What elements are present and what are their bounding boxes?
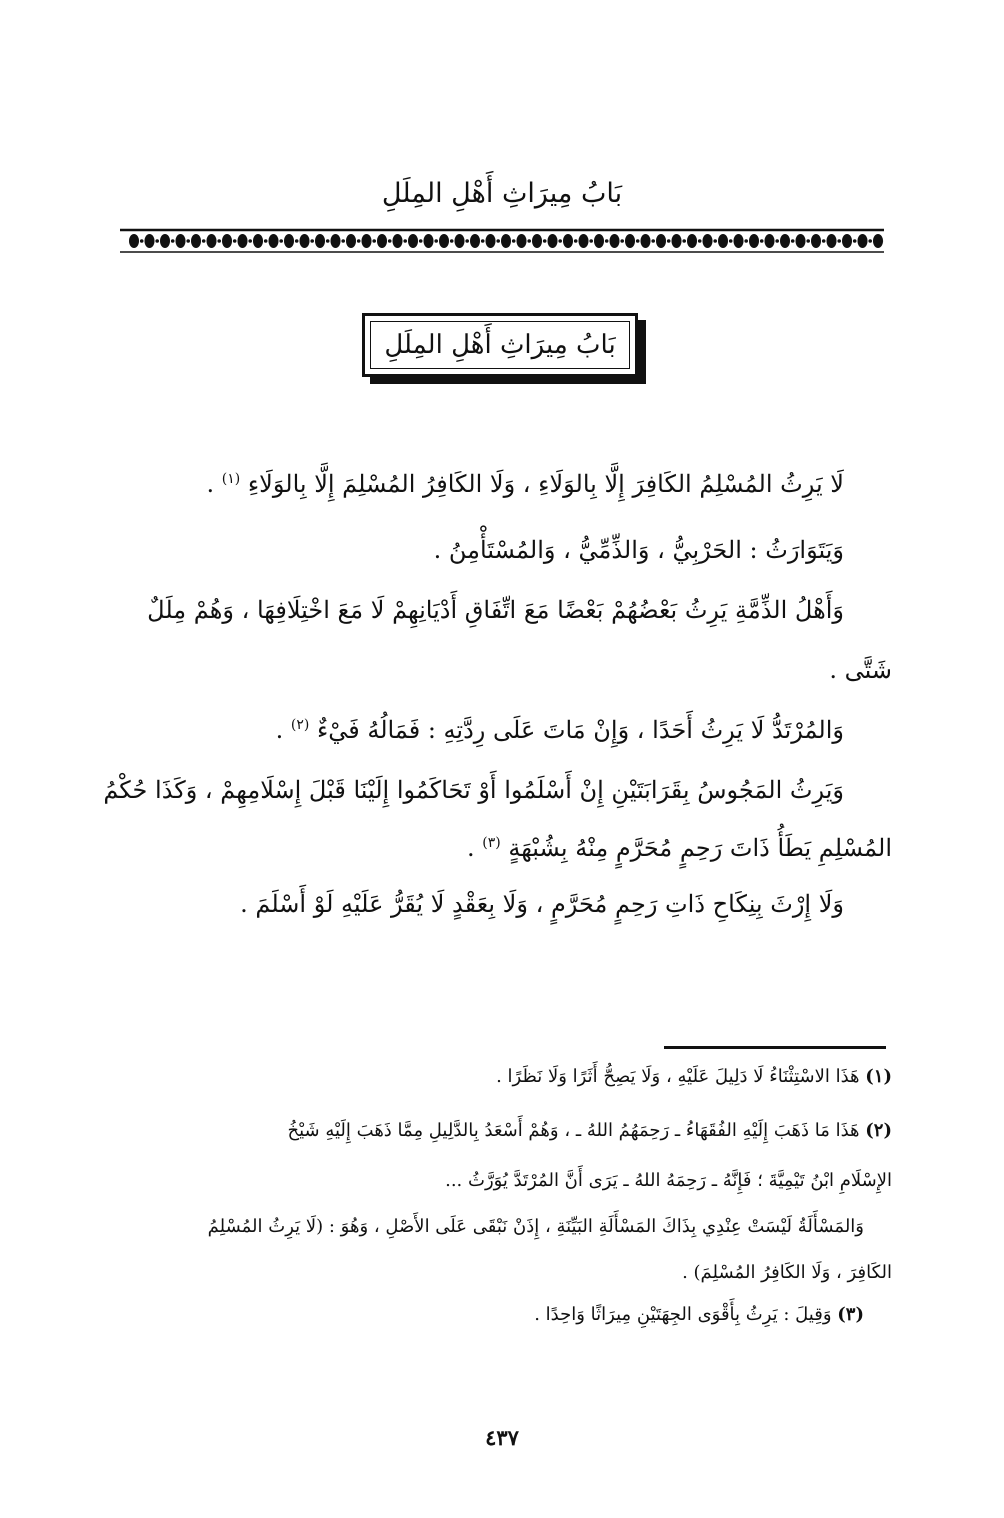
page-number: ٤٣٧	[485, 1425, 519, 1450]
ornament-motif	[486, 234, 496, 248]
ornament-motif	[594, 234, 604, 248]
ornament-motif	[145, 234, 155, 248]
ornament-dot	[574, 239, 578, 243]
ornament-motif	[811, 234, 821, 248]
punctuation: .	[206, 470, 215, 498]
ornament-dot	[403, 239, 407, 243]
ornament-motif	[439, 234, 449, 248]
paragraph-text: لَا يَرِثُ المُسْلِمُ الكَافِرَ إِلَّا بِالوَلَاءِ ، وَلَا الكَافِرُ المُسْلِمَ إِلَّا بِالوَلَاءِ	[247, 470, 844, 498]
ornament-motif	[625, 234, 635, 248]
paragraph	[64, 470, 892, 498]
footnote-number: (٣)	[837, 1304, 864, 1325]
ornament-motif	[300, 234, 310, 248]
footnote-text: هَذَا الاسْتِثْنَاءُ لَا دَلِيلَ عَلَيْهِ ، وَلَا يَصِحُّ أَثَرًا وَلَا نَظَرًا .	[496, 1066, 860, 1087]
ornament-motif	[331, 234, 341, 248]
ornament-dot	[620, 239, 624, 243]
footnote-number: (٢)	[865, 1120, 892, 1141]
ornament-dot	[450, 239, 454, 243]
ornament-dot	[512, 239, 516, 243]
running-header: بَابُ مِيرَاثِ أَهْلِ المِلَلِ	[381, 178, 623, 209]
footnote-text: هَذَا مَا ذَهَبَ إِلَيْهِ الفُقَهَاءُ ـ رَحِمَهُمُ اللهُ ـ ، وَهُمْ أَسْعَدُ بِالدَّلِيلِ مِمَّا ذَهَبَ إِلَيْهِ شَيْخُ	[287, 1120, 860, 1141]
ornament-dot	[419, 239, 423, 243]
ornament-motif	[501, 234, 511, 248]
ornament-dot	[279, 239, 283, 243]
ornament-dot	[357, 239, 361, 243]
footnote-ref: (٢)	[290, 717, 310, 733]
paragraph: وَلَا إِرْثَ بِنِكَاحِ ذَاتِ رَحِمٍ مُحَرَّمٍ ، وَلَا بِعَقْدٍ لَا يُقَرُّ عَلَيْهِ لَوْ أَسْلَمَ .	[240, 890, 844, 918]
ornament-motif	[749, 234, 759, 248]
ornament-motif	[176, 234, 186, 248]
footnote-line: وَالمَسْأَلَةُ لَيْسَتْ عِنْدِي بِذَاكَ المَسْأَلَةِ البَيِّنَةِ ، إِذَنْ نَبْقَى عَلَى الأَصْلِ ، وَهُوَ : (لَا يَرِثُ المُسْلِمُ	[207, 1216, 864, 1237]
ornament-dot	[682, 239, 686, 243]
footnote-ref: (٣)	[482, 835, 501, 851]
ornament-dot	[155, 239, 159, 243]
ornament-motif	[827, 234, 837, 248]
ornament-dot	[760, 239, 764, 243]
ornament-dot	[853, 239, 857, 243]
ornament-motif	[393, 234, 403, 248]
ornament-motif	[238, 234, 248, 248]
ornament-motif	[470, 234, 480, 248]
ornament-motif	[315, 234, 325, 248]
ornament-dot	[791, 239, 795, 243]
ornament-dot	[434, 239, 438, 243]
ornament-motif	[548, 234, 558, 248]
ornament-dot	[775, 239, 779, 243]
ornament-dot	[667, 239, 671, 243]
ornament-motif	[873, 234, 883, 248]
ornament-motif	[346, 234, 356, 248]
footnote	[112, 1066, 892, 1087]
ornament-motif	[858, 234, 868, 248]
ornament-dot	[744, 239, 748, 243]
ornament-dot	[326, 239, 330, 243]
ornament-dot	[295, 239, 299, 243]
paragraph: وَيَتَوَارَثُ : الحَرْبِيُّ ، وَالذِّمِّيُّ ، وَالمُسْتَأْمِنُ .	[433, 536, 844, 564]
ornament-dot	[372, 239, 376, 243]
ornament-motif	[765, 234, 775, 248]
paragraph-text: وَالمُرْتَدُّ لَا يَرِثُ أَحَدًا ، وَإِنْ مَاتَ عَلَى رِدَّتِهِ : فَمَالُهُ فَيْءٌ	[316, 716, 844, 744]
footnote	[112, 1120, 892, 1141]
footnote-ref: (١)	[221, 471, 241, 487]
ornament-dot	[202, 239, 206, 243]
footnote-separator	[664, 1046, 886, 1049]
ornament-dot	[837, 239, 841, 243]
chapter-title-box	[362, 313, 638, 377]
footnote-line: الكَافِرَ ، وَلَا الكَافِرُ المُسْلِمَ) .	[682, 1262, 892, 1283]
ornament-motif	[269, 234, 279, 248]
ornament-dot	[217, 239, 221, 243]
paragraph-line: وَأَهْلُ الذِّمَّةِ يَرِثُ بَعْضُهُمْ بَعْضًا مَعَ اتِّفَاقِ أَدْيَانِهِمْ لَا مَعَ اخْتِلَافِهَا ، وَهُمْ مِلَلٌ	[147, 596, 844, 624]
ornament-motif	[641, 234, 651, 248]
ornament-motif	[718, 234, 728, 248]
ornament-dot	[481, 239, 485, 243]
ornament-motif	[455, 234, 465, 248]
ornament-dot	[822, 239, 826, 243]
ornament-dot	[465, 239, 469, 243]
ornament-dot	[589, 239, 593, 243]
paragraph-line: شَتَّى .	[829, 656, 892, 684]
footnote	[112, 1304, 892, 1325]
ornament-motif	[734, 234, 744, 248]
ornament-dot	[496, 239, 500, 243]
ornament-motif	[222, 234, 232, 248]
ornament-dot	[527, 239, 531, 243]
ornament-dot	[140, 239, 144, 243]
ornament-dot	[651, 239, 655, 243]
ornament-dot	[729, 239, 733, 243]
ornament-motif	[672, 234, 682, 248]
ornament-dot	[388, 239, 392, 243]
ornament-motif	[656, 234, 666, 248]
ornament-motif	[207, 234, 217, 248]
ornament-motif	[563, 234, 573, 248]
ornament-dot	[868, 239, 872, 243]
footnote-text: وَقِيلَ : يَرِثُ بِأَقْوَى الجِهَتَيْنِ مِيرَاثًا وَاحِدًا .	[534, 1304, 832, 1325]
ornament-motif	[191, 234, 201, 248]
ornament-motif	[842, 234, 852, 248]
ornament-motif	[362, 234, 372, 248]
ornament-motif	[408, 234, 418, 248]
paragraph-text: المُسْلِمِ يَطَأُ ذَاتَ رَحِمٍ مُحَرَّمٍ مِنْهُ بِشُبْهَةٍ	[508, 834, 892, 862]
footnote-line: الإِسْلَامِ ابْنُ تَيْمِيَّةَ ؛ فَإِنَّهُ ـ رَحِمَهُ اللهُ ـ يَرَى أَنَّ المُرْتَدَّ يُوَرَّثُ ...	[445, 1170, 892, 1191]
ornament-dot	[558, 239, 562, 243]
ornament-motif	[610, 234, 620, 248]
ornament-dot	[248, 239, 252, 243]
ornament-motif	[160, 234, 170, 248]
ornament-dot	[806, 239, 810, 243]
ornament-motif	[780, 234, 790, 248]
chapter-title: بَابُ مِيرَاثِ أَهْلِ المِلَلِ	[370, 321, 630, 369]
punctuation: .	[275, 716, 284, 744]
ornament-border	[120, 228, 884, 254]
ornament-motif	[687, 234, 697, 248]
ornament-motif	[796, 234, 806, 248]
ornament-dot	[186, 239, 190, 243]
ornament-motif	[424, 234, 434, 248]
ornament-dot	[636, 239, 640, 243]
ornament-motif	[517, 234, 527, 248]
ornament-motif	[284, 234, 294, 248]
paragraph	[64, 716, 892, 744]
paragraph-line: وَيَرِثُ المَجُوسُ بِقَرَابَتَيْنِ إِنْ أَسْلَمُوا أَوْ تَحَاكَمُوا إِلَيْنَا قَبْلَ إِسْلَامِهِمْ ، وَكَذَا حُكْمُ	[103, 776, 844, 804]
ornament-dot	[543, 239, 547, 243]
punctuation: .	[466, 834, 475, 862]
paragraph-line	[112, 834, 892, 862]
ornament-dot	[698, 239, 702, 243]
ornament-dot	[310, 239, 314, 243]
ornament-motif	[703, 234, 713, 248]
ornament-motif	[253, 234, 263, 248]
ornament-dot	[341, 239, 345, 243]
ornament-motif	[532, 234, 542, 248]
ornament-dot	[264, 239, 268, 243]
footnote-number: (١)	[865, 1066, 892, 1087]
ornament-dot	[713, 239, 717, 243]
ornament-dot	[605, 239, 609, 243]
ornament-motif	[377, 234, 387, 248]
ornament-dot	[171, 239, 175, 243]
ornament-motif	[129, 234, 139, 248]
ornament-dot	[233, 239, 237, 243]
ornament-motif	[579, 234, 589, 248]
